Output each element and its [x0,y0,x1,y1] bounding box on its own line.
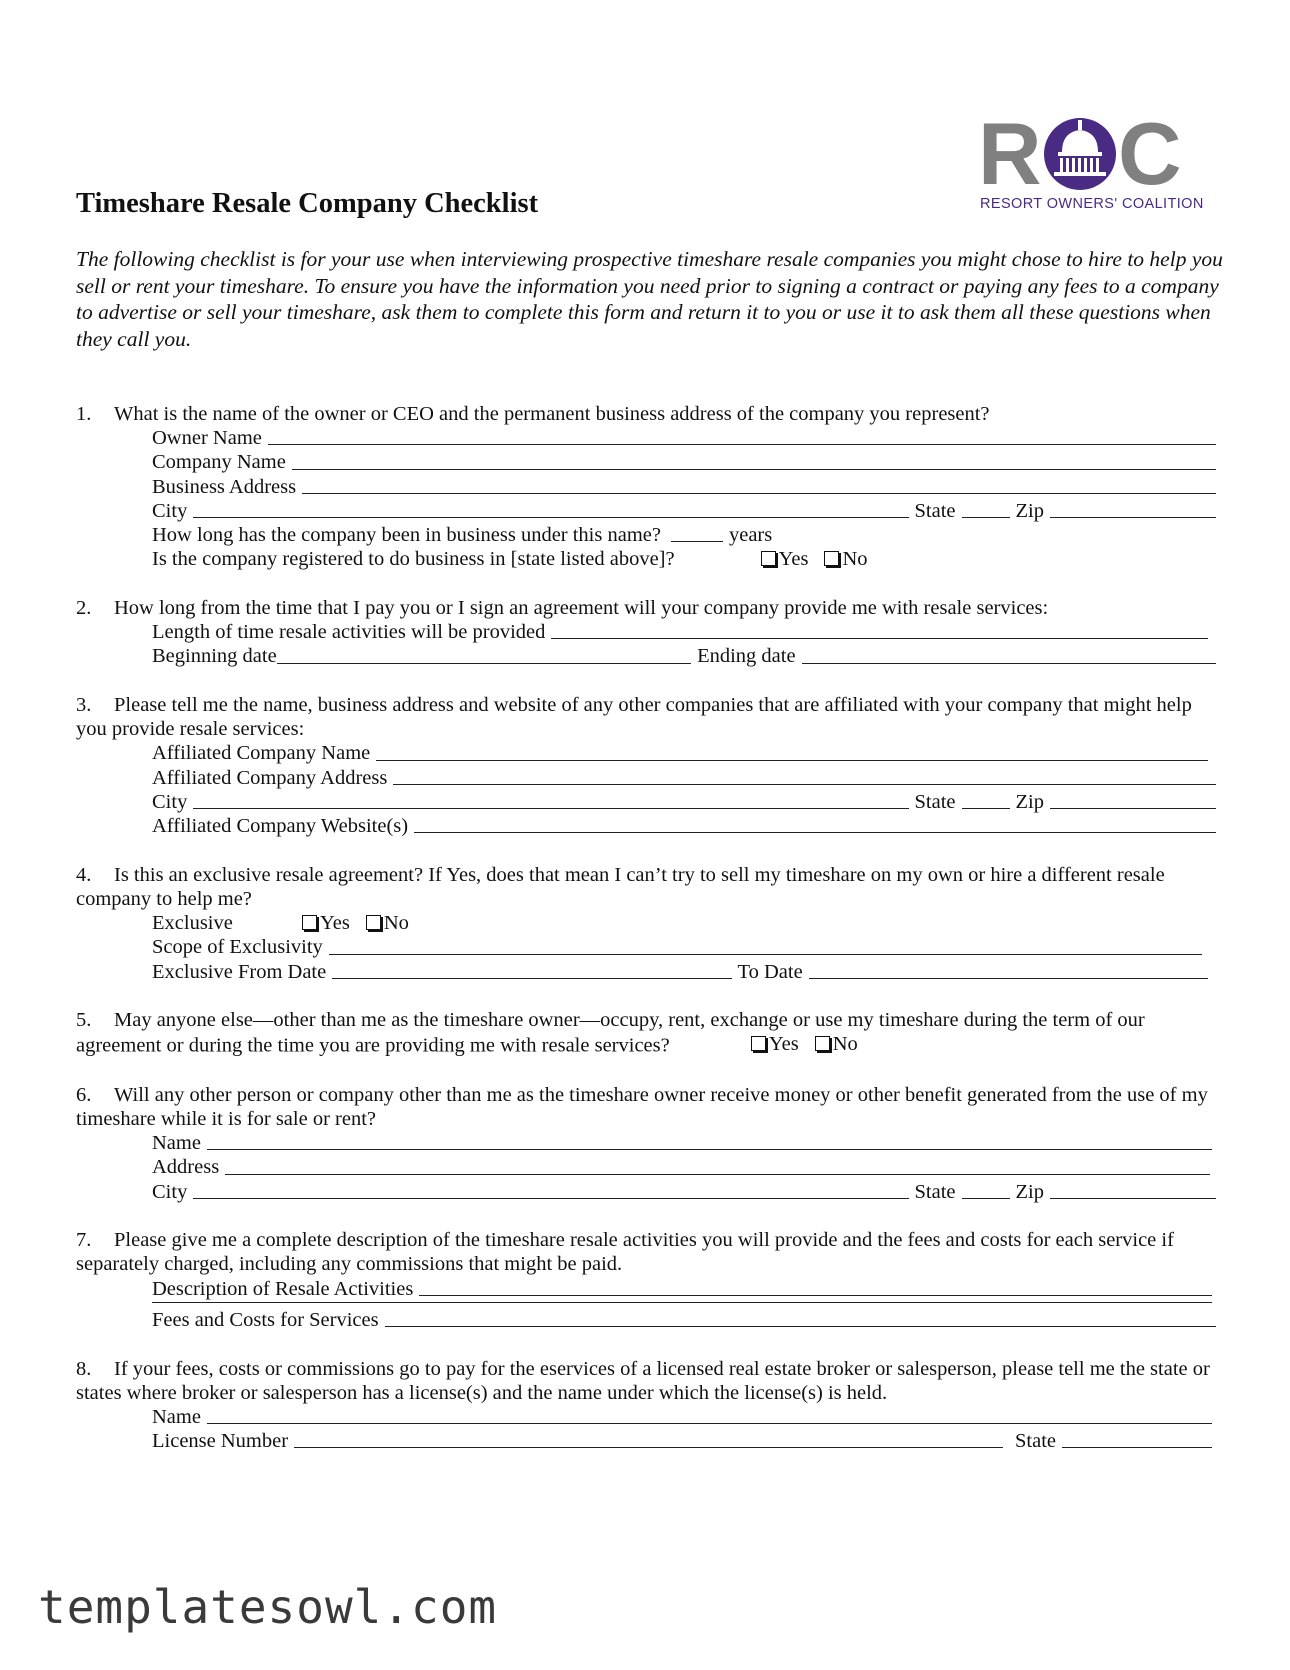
licensee-name-field[interactable] [207,1422,1212,1424]
company-name-label: Company Name [152,451,286,474]
yes-label: Yes [778,548,809,571]
zip-field[interactable] [1050,807,1216,809]
years-field[interactable] [671,540,723,542]
owner-name-field[interactable] [268,443,1216,445]
exclusive-from-label: Exclusive From Date [152,960,327,983]
zip-field[interactable] [1050,516,1216,518]
question-2 [76,596,1216,669]
city-label: City [152,1180,188,1203]
question-text: Please tell me the name, business address and website of any other companies that are affiliated with your company that might help you provide resale services: [76,694,1192,741]
state-label: State [914,499,956,522]
logo-letter-r: R [978,112,1042,196]
question-number: 7. [76,1229,92,1252]
affiliated-address-field[interactable] [393,783,1216,785]
state-field[interactable] [962,516,1010,518]
question-text: May anyone else—other than me as the timeshare owner—occupy, rent, exchange or use my timeshare during the term of our agreement or during the time you are providing me with resale services? [76,1009,1145,1058]
checkbox-icon [302,915,317,930]
state-label: State [914,790,956,813]
question-number: 8. [76,1357,92,1380]
question-text: Please give me a complete description of the timeshare resale activities you will provide and the fees and costs for each service if separately charged, including any commissions that might be paid. [76,1229,1174,1276]
question-5 [76,1008,1216,1058]
fees-field[interactable] [385,1325,1216,1327]
others-use-no-checkbox[interactable] [815,1032,858,1056]
city-label: City [152,499,188,522]
address-field[interactable] [225,1173,1210,1175]
company-name-field[interactable] [292,468,1216,470]
to-date-label: To Date [737,960,803,983]
name-field[interactable] [207,1148,1212,1150]
question-text: Will any other person or company other than me as the timeshare owner receive money or other benefit generated from the use of my timeshare while it is for sale or rent? [76,1083,1208,1130]
city-field[interactable] [193,1197,908,1199]
affiliated-website-field[interactable] [414,831,1216,833]
address-label: Address [152,1156,220,1179]
exclusive-yes-checkbox[interactable] [302,911,350,935]
document-title: Timeshare Resale Company Checklist [76,188,539,219]
licensee-name-label: Name [152,1406,201,1428]
others-use-yes-checkbox[interactable] [751,1032,799,1056]
question-4 [76,863,1216,984]
license-state-field[interactable] [1062,1446,1212,1448]
description-field[interactable] [419,1294,1212,1296]
question-1 [76,402,1216,571]
exclusive-label: Exclusive [152,912,233,935]
affiliated-name-field[interactable] [376,759,1208,761]
city-field[interactable] [193,807,908,809]
years-label: years [728,524,773,547]
state-label: State [914,1180,956,1203]
yes-label: Yes [320,912,350,935]
question-number: 4. [76,863,92,886]
scope-label: Scope of Exclusivity [152,936,323,959]
no-label: No [832,1033,858,1056]
state-field[interactable] [962,807,1010,809]
years-in-business-label: How long has the company been in business under this name? [152,524,661,547]
name-label: Name [152,1132,201,1155]
registered-label: Is the company registered to do business in [state listed above]? [152,548,675,571]
description-field-line-2[interactable] [152,1301,1212,1303]
to-date-field[interactable] [809,977,1208,979]
state-field[interactable] [962,1197,1010,1199]
exclusive-from-field[interactable] [332,977,731,979]
watermark: templatesowl.com [38,1580,498,1634]
business-address-field[interactable] [302,492,1216,494]
roc-logo-mark [978,112,1218,196]
zip-label: Zip [1015,790,1044,813]
beginning-date-field[interactable] [277,662,691,664]
registered-no-checkbox[interactable] [824,547,867,571]
intro-paragraph: The following checklist is for your use when interviewing prospective timeshare resale companies you might chose to hire to help you sell or rent your timeshare. To ensure you have the information you need prior to signing a contract or paying any fees to a company to advertise or sell your timeshare, ask them to complete this form and return it to you or use it to ask them all these questions when they call you. [76,247,1223,351]
exclusive-no-checkbox[interactable] [366,911,409,935]
business-address-label: Business Address [152,475,297,498]
license-number-label: License Number [152,1430,289,1453]
no-label: No [383,912,409,935]
ending-date-label: Ending date [697,645,796,668]
question-number: 3. [76,694,92,717]
question-number: 6. [76,1083,92,1106]
beginning-date-label: Beginning date [152,645,277,668]
checkbox-icon [761,551,776,566]
question-number: 1. [76,403,92,425]
scope-field[interactable] [329,953,1202,955]
checkbox-icon [366,915,381,930]
zip-field[interactable] [1050,1197,1216,1199]
checkbox-icon [815,1036,830,1051]
zip-label: Zip [1015,499,1044,522]
question-number: 2. [76,596,92,619]
affiliated-address-label: Affiliated Company Address [152,766,388,789]
length-of-time-field[interactable] [551,637,1208,639]
logo-subtitle: RESORT OWNERS' COALITION [980,196,1204,212]
license-number-field[interactable] [294,1446,1003,1448]
question-text: Is this an exclusive resale agreement? If Yes, does that mean I can’t try to sell my timeshare on my own or hire a different resale company to help me? [76,863,1165,910]
city-label: City [152,790,188,813]
checklist-form [76,402,1216,1478]
roc-logo [978,112,1218,222]
ending-date-field[interactable] [802,662,1216,664]
no-label: No [842,548,868,571]
checkbox-icon [751,1036,766,1051]
logo-letter-c: C [1118,112,1182,196]
yes-label: Yes [768,1033,799,1056]
question-3 [76,693,1216,838]
city-field[interactable] [193,516,908,518]
description-label: Description of Resale Activities [152,1277,414,1300]
affiliated-website-label: Affiliated Company Website(s) [152,815,409,838]
length-of-time-label: Length of time resale activities will be provided [152,621,546,644]
fees-label: Fees and Costs for Services [152,1308,379,1331]
question-text: How long from the time that I pay you or I sign an agreement will your company provide me with resale services: [114,596,1049,619]
question-6 [76,1083,1216,1204]
license-state-label: State [1015,1430,1056,1453]
question-8 [76,1357,1216,1454]
checkbox-icon [824,551,839,566]
question-number: 5. [76,1009,92,1032]
zip-label: Zip [1015,1180,1044,1203]
question-text: What is the name of the owner or CEO and the permanent business address of the company you represent? [114,403,990,425]
owner-name-label: Owner Name [152,427,262,450]
question-text: If your fees, costs or commissions go to pay for the eservices of a licensed real estate broker or salesperson, please tell me the state or states where broker or salesperson has a license(s) and the name under which the license(s) is held. [76,1357,1210,1404]
affiliated-name-label: Affiliated Company Name [152,742,371,765]
question-7 [76,1228,1216,1332]
registered-yes-checkbox[interactable] [761,547,809,571]
